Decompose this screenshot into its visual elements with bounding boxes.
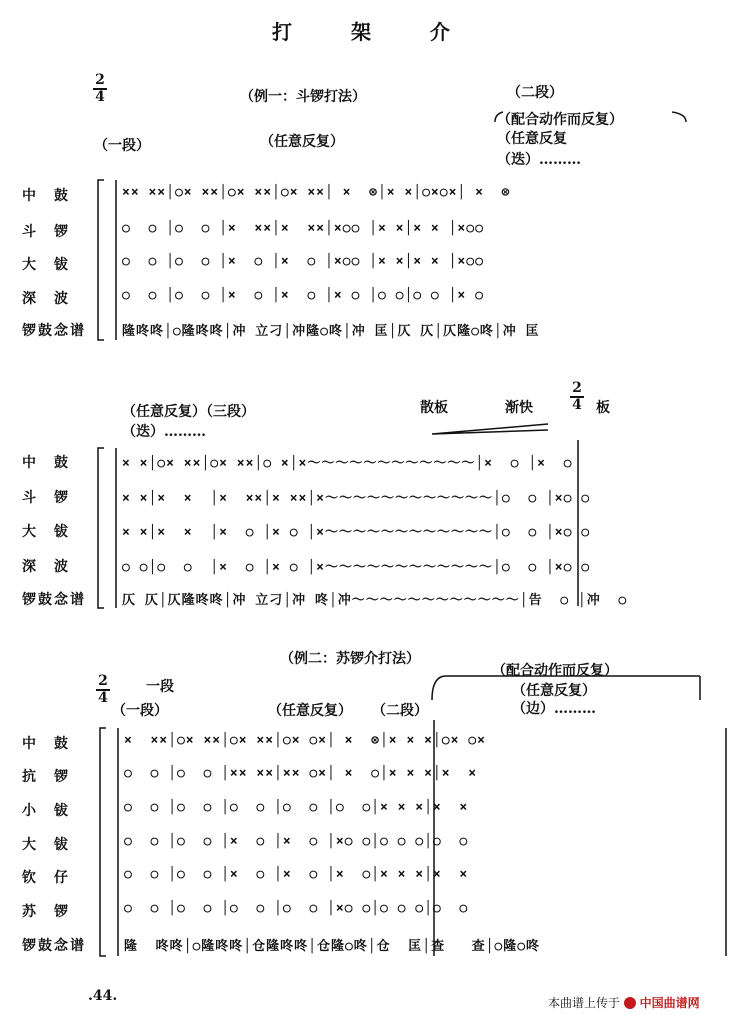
notation-row: ×× ××│○× ××│○× ××│○× ××│ × ⊗│× ×│○×○×│ × ⊗ bbox=[122, 185, 511, 200]
time-top: 2 bbox=[95, 72, 105, 88]
label-sanban: 散板 bbox=[420, 400, 448, 416]
label-jiankuai: 渐快 bbox=[505, 400, 533, 416]
label-peihe: （配合动作而反复） bbox=[497, 112, 623, 128]
notation-row: 仄 仄│仄隆咚咚│冲 立刁│冲 咚│冲～～～～～～～～～～～～│告 ○ │冲 ○ bbox=[122, 593, 628, 608]
footer-prefix: 本曲谱上传于 bbox=[548, 996, 621, 1010]
notation-row: × ×│○× ××│○× ××│○ ×│×～～～～～～～～～～～～│× ○ │× ○ bbox=[122, 456, 573, 471]
label-duan2: （二段） bbox=[507, 85, 563, 101]
row-label-dabo: 大 钹 bbox=[22, 524, 70, 540]
label-die: （迭）……… bbox=[497, 152, 581, 168]
row-label-dabo: 大 钹 bbox=[22, 257, 70, 273]
label-bian: （边）……… bbox=[512, 701, 596, 717]
label-renyi2: （任意反复 bbox=[497, 131, 567, 147]
bracket-curve bbox=[672, 112, 686, 122]
row-label-nianpu: 锣鼓念谱 bbox=[22, 592, 86, 608]
label-duan1-3: （一段） bbox=[112, 703, 168, 719]
row-label-zhonggu: 中 鼓 bbox=[22, 188, 70, 204]
notation-row: ○ ○│○ ○ │× ○ │× ○ │×～～～～～～～～～～～～│○ ○ │×○ ○ bbox=[122, 560, 591, 575]
example-2-title: （例二：苏锣介打法） bbox=[280, 651, 420, 667]
label-renyi-3: （任意反复） bbox=[268, 703, 352, 719]
footer-brand: 中国曲谱网 bbox=[639, 996, 700, 1010]
bracket-curve bbox=[495, 112, 503, 122]
label-die-2: （迭）……… bbox=[122, 424, 206, 440]
staff-brace bbox=[98, 448, 104, 608]
label-renyi: （任意反复） bbox=[260, 134, 344, 150]
row-label-suluo: 苏 锣 bbox=[22, 904, 70, 920]
time-bottom: 4 bbox=[98, 690, 108, 706]
row-label-douluo: 斗 锣 bbox=[22, 224, 70, 240]
row-label-douluo: 斗 锣 bbox=[22, 490, 70, 506]
notation-row: ○ ○ │○ ○ │○ ○ │○ ○ │○ ○│× × ×│× × bbox=[124, 800, 478, 815]
notation-row: ○ ○ │○ ○ │× ××│× ××│×○○ │× ×│× × │×○○ bbox=[122, 221, 484, 236]
row-label-xiaobo: 小 钹 bbox=[22, 803, 70, 819]
notation-row: ○ ○ │○ ○ │× ○ │× ○ │×○○ │× ×│× × │×○○ bbox=[122, 254, 484, 269]
time-bottom: 4 bbox=[572, 397, 582, 413]
row-label-shenbo: 深 波 bbox=[22, 559, 70, 575]
label-duan1: （一段） bbox=[94, 138, 150, 154]
bracket-line bbox=[432, 676, 700, 700]
notation-row: 隆咚咚│○隆咚咚│冲 立刁│冲隆○咚│冲 匡│仄 仄│仄隆○咚│冲 匡 bbox=[122, 324, 540, 339]
label-ban: 板 bbox=[596, 400, 610, 416]
notation-row: ○ ○ │○ ○ │×× ××│×× ○×│ × ○│× × ×│× × bbox=[124, 766, 486, 781]
label-renyi2-3: （任意反复） bbox=[512, 683, 596, 699]
notation-row: ○ ○ │○ ○ │× ○ │× ○ │× ○ │○ ○│○ ○ │× ○ bbox=[122, 288, 484, 303]
page-number: .44. bbox=[88, 988, 118, 1004]
notation-row: ○ ○ │○ ○ │× ○ │× ○ │×○ ○│○ ○ ○│○ ○ bbox=[124, 834, 478, 849]
time-top: 2 bbox=[572, 380, 582, 396]
row-label-nianpu: 锣鼓念谱 bbox=[22, 323, 86, 339]
row-label-qinzai: 钦 仔 bbox=[22, 870, 70, 886]
notation-row: ○ ○ │○ ○ │○ ○ │○ ○ │×○ ○│○ ○ ○│○ ○ bbox=[124, 901, 478, 916]
row-label-kangluo: 抗 锣 bbox=[22, 769, 70, 785]
staff-brace bbox=[98, 180, 104, 340]
row-label-zhonggu: 中 鼓 bbox=[22, 455, 70, 471]
staff-brace bbox=[100, 728, 106, 956]
notation-row: ○ ○ │○ ○ │× ○ │× ○ │× ○│× × ×│× × bbox=[124, 867, 478, 882]
row-label-zhonggu: 中 鼓 bbox=[22, 736, 70, 752]
notation-row: 隆 咚咚│○隆咚咚│仓隆咚咚│仓隆○咚│仓 匡│查 查│○隆○咚 bbox=[124, 939, 541, 954]
page-title: 打 架 介 bbox=[272, 20, 476, 44]
notation-row: × ×│× × │× ○ │× ○ │×～～～～～～～～～～～～│○ ○ │×○ ○ bbox=[122, 525, 591, 540]
label-peihe-3: （配合动作而反复） bbox=[492, 663, 618, 679]
notation-row: × ××│○× ××│○× ××│○× ○×│ × ⊗│× × ×│○× ○× bbox=[124, 733, 486, 748]
time-top: 2 bbox=[98, 673, 108, 689]
row-label-dabo: 大 钹 bbox=[22, 837, 70, 853]
time-bottom: 4 bbox=[95, 89, 105, 105]
label-renyi-duan3: （任意反复）（三段） bbox=[122, 404, 255, 420]
notation-row: × ×│× × │× ××│× ××│×～～～～～～～～～～～～│○ ○ │×○ ○ bbox=[122, 491, 591, 506]
label-duan2-3: （二段） bbox=[372, 703, 428, 719]
row-label-shenbo: 深 波 bbox=[22, 291, 70, 307]
tempo-wedge bbox=[432, 424, 548, 434]
example-1-title: （例一：斗锣打法） bbox=[240, 89, 366, 105]
label-yiduan: 一段 bbox=[146, 679, 174, 695]
row-label-nianpu: 锣鼓念谱 bbox=[22, 938, 86, 954]
